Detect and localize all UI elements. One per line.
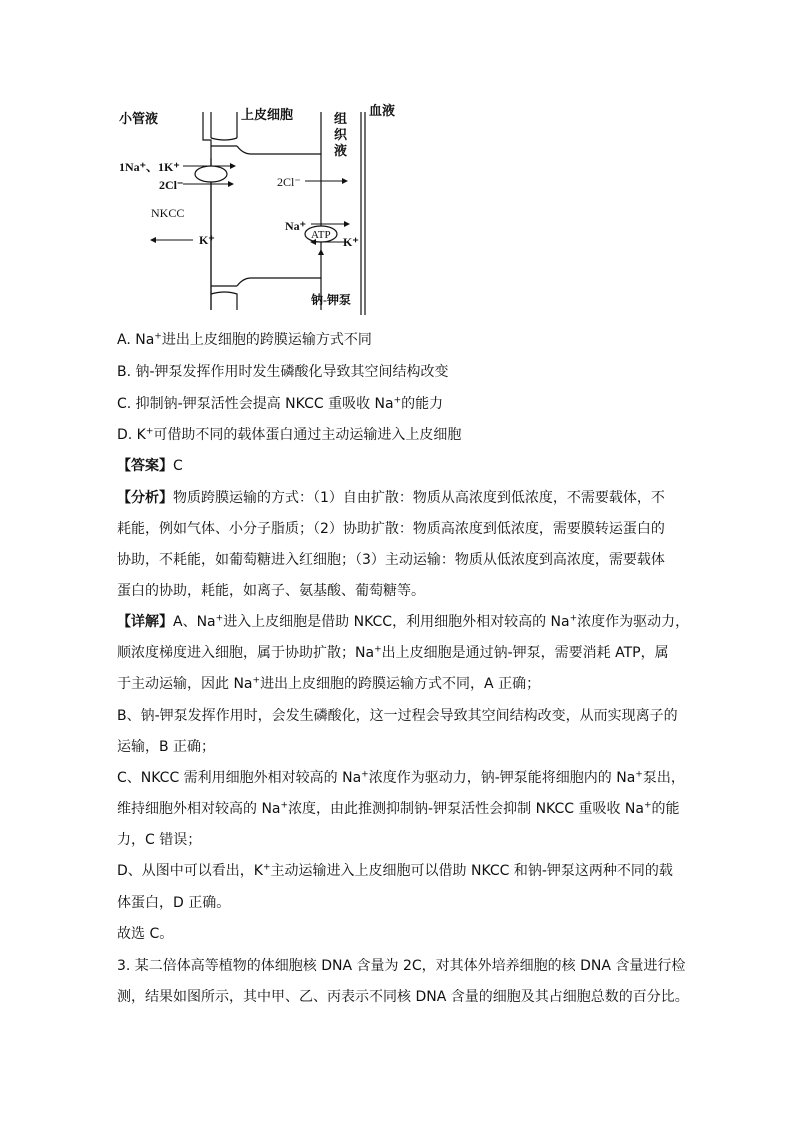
label-epithelial-cell: 上皮细胞 (241, 107, 294, 122)
detail-line-5: 运输，B 正确； (117, 739, 216, 755)
answer-value: C (173, 458, 183, 474)
sup-plus: + (635, 769, 643, 780)
sup-plus: + (262, 862, 271, 873)
sup-plus: + (361, 769, 369, 780)
detail-text: 浓度，由此推测抑制钠-钾泵活性会抑制 NKCC 重吸收 Na (288, 801, 644, 817)
answer-line (117, 456, 183, 476)
membrane-transport-diagram (115, 100, 405, 320)
detail-tag: 【详解】 (117, 614, 173, 630)
question-3-line-1: 3. 某二倍体高等植物的体细胞核 DNA 含量为 2C，对其体外培养细胞的核 DNA 含量进行检 (117, 958, 686, 974)
detail-text: 维持细胞外相对较高的 Na (117, 801, 281, 817)
label-k-in: K⁺ (343, 235, 359, 249)
detail-text: 顺浓度梯度进入细胞，属于协助扩散；Na (117, 645, 375, 661)
detail-line-6 (117, 768, 685, 788)
detail-text: 主动运输进入上皮细胞可以借助 NKCC 和钠-钾泵这两种不同的载 (270, 863, 673, 879)
option-d-text: 可借助不同的载体蛋白通过主动运输进入上皮细胞 (153, 427, 462, 443)
option-b: B. 钠-钾泵发挥作用时发生磷酸化导致其空间结构改变 (117, 364, 449, 380)
label-nkcc: NKCC (151, 206, 185, 220)
detail-text: 浓度作为驱动力， (577, 614, 690, 630)
option-d (117, 425, 461, 445)
detail-line-2 (117, 643, 669, 663)
option-a (117, 330, 372, 350)
label-blood: 血液 (369, 103, 396, 118)
sup-plus: + (374, 644, 382, 655)
apical-membrane (203, 112, 211, 310)
option-c (117, 394, 443, 414)
sup-plus: + (145, 426, 154, 437)
label-na-out: Na⁺ (285, 219, 306, 233)
sup-plus: + (569, 613, 578, 624)
detail-text: 于主动运输，因此 Na (117, 676, 253, 692)
analysis-line-4: 蛋白的协助，耗能，如离子、氨基酸、葡萄糖等。 (117, 583, 425, 599)
detail-text: 出上皮细胞是通过钠-钾泵，需要消耗 ATP，属 (381, 645, 669, 661)
label-tubular-fluid: 小管液 (119, 111, 159, 126)
option-a-text: 进出上皮细胞的跨膜运输方式不同 (161, 332, 372, 348)
label-nkcc-cl: 2Cl⁻ (159, 178, 184, 192)
sup-plus: + (154, 331, 162, 342)
analysis-text: 物质跨膜运输的方式：（1）自由扩散：物质从高浓度到低浓度，不需要载体，不 (173, 490, 665, 506)
detail-text: 的能 (651, 801, 680, 817)
detail-text: 泵出， (642, 770, 685, 786)
option-c-text-end: 的能力 (401, 396, 444, 412)
label-cl-out: 2Cl⁻ (277, 175, 301, 189)
option-a-prefix: A. Na (117, 332, 155, 348)
option-c-text: C. 抑制钠-钾泵活性会提高 NKCC 重吸收 Na (117, 396, 394, 412)
detail-line-4: B、钠-钾泵发挥作用时，会发生磷酸化，这一过程会导致其空间结构改变，从而实现离子的 (117, 708, 678, 724)
option-d-prefix: D. K (117, 427, 146, 443)
detail-text: 浓度作为驱动力，钠-钾泵能将细胞内的 Na (368, 770, 636, 786)
detail-text: 进出上皮细胞的跨膜运输方式不同，A 正确； (260, 676, 541, 692)
nkcc-transporter (195, 166, 227, 182)
sup-plus: + (252, 675, 261, 686)
analysis-tag: 【分析】 (117, 490, 173, 506)
sup-plus: + (280, 800, 289, 811)
sup-plus: + (393, 395, 402, 406)
analysis-line-2: 耗能，例如气体、小分子脂质；（2）协助扩散：物质高浓度到低浓度，需要膜转运蛋白的 (117, 521, 665, 537)
answer-tag: 【答案】 (117, 458, 173, 474)
cell-outline (237, 146, 321, 286)
label-atp: ATP (311, 229, 331, 241)
detail-text: A、Na (173, 614, 216, 630)
analysis-line-3: 协助，不耗能，如葡萄糖进入红细胞；（3）主动运输：物质从低浓度到高浓度，需要载体 (117, 552, 665, 568)
detail-line-9 (117, 861, 673, 881)
conclusion-line: 故选 C。 (117, 926, 174, 942)
label-pump: 钠-钾泵 (311, 293, 351, 307)
sup-plus: + (643, 800, 652, 811)
detail-line-7 (117, 799, 680, 819)
detail-line-8: 力，C 错误； (117, 832, 202, 848)
label-tissue-fluid-3: 液 (334, 143, 348, 158)
detail-text: 进入上皮细胞是借助 NKCC，利用细胞外相对较高的 Na (223, 614, 570, 630)
detail-text: D、从图中可以看出，K (117, 863, 263, 879)
analysis-line-1 (117, 488, 665, 508)
label-tissue-fluid-2: 织 (334, 127, 348, 142)
sup-plus: + (215, 613, 224, 624)
label-k-out: K⁺ (199, 233, 215, 247)
detail-line-1 (117, 612, 689, 632)
detail-line-10: 体蛋白，D 正确。 (117, 895, 231, 911)
detail-line-3 (117, 674, 540, 694)
label-tissue-fluid-1: 组 (334, 111, 348, 126)
label-nkcc-ions: 1Na⁺、1K⁺ (119, 160, 180, 174)
question-3-line-2: 测，结果如图所示，其中甲、乙、丙表示不同核 DNA 含量的细胞及其占细胞总数的百分比。 (117, 989, 689, 1005)
detail-text: C、NKCC 需利用细胞外相对较高的 Na (117, 770, 362, 786)
